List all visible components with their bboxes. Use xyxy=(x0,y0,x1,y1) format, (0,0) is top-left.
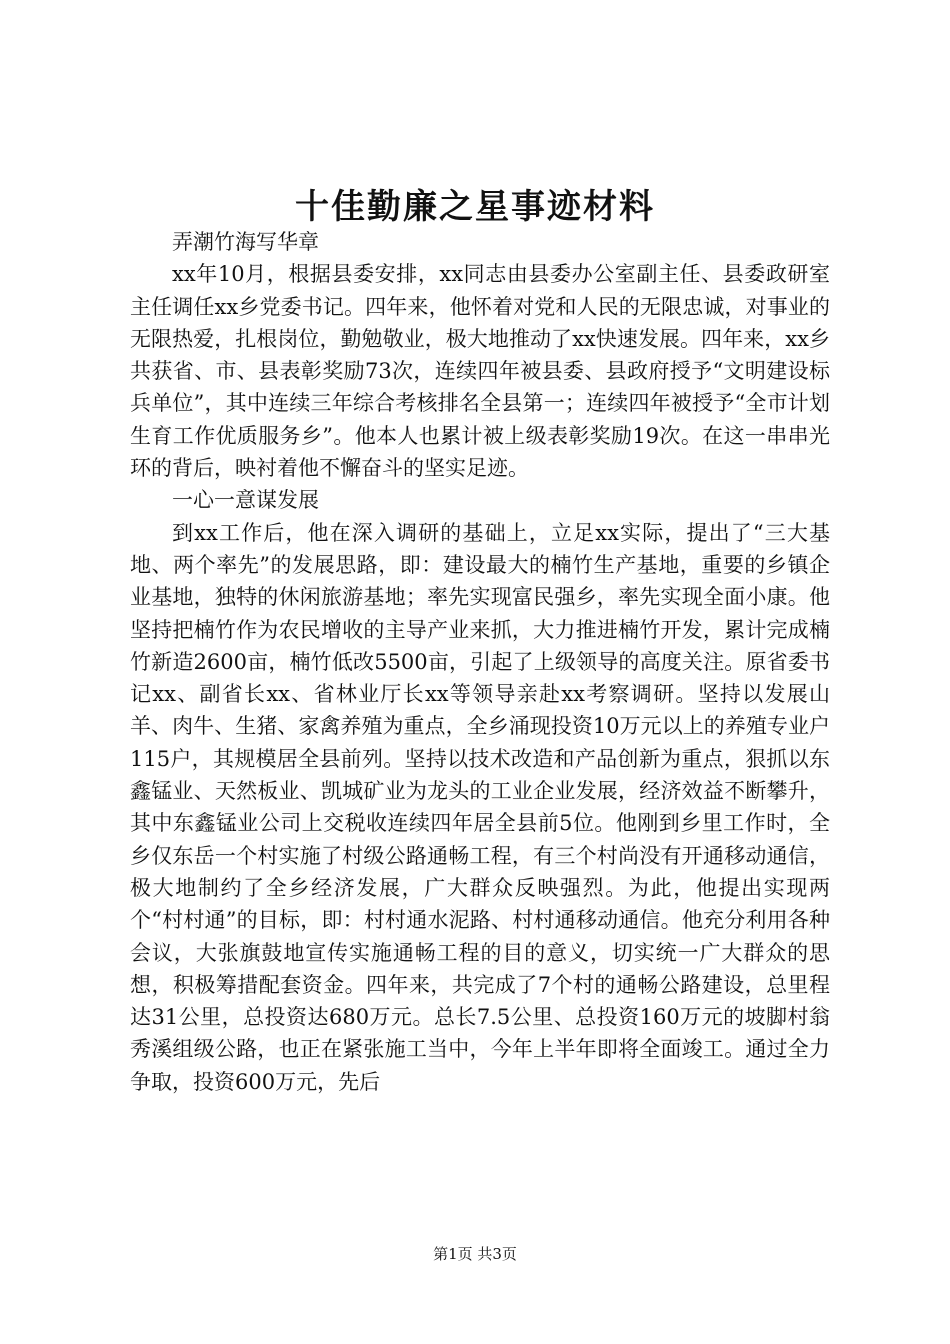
body-paragraph: 到xx工作后，他在深入调研的基础上，立足xx实际，提出了“三大基地、两个率先”的发展思路，即：建设最大的楠竹生产基地，重要的乡镇企业基地，独特的休闲旅游基地；率先实现富民强乡，率先实现全面小康。他坚持把楠竹作为农民增收的主导产业来抓，大力推进楠竹开发，累计完成楠竹新造2600亩，楠竹低改5500亩，引起了上级领导的高度关注。原省委书记xx、副省长xx、省林业厅长xx等领导亲赴xx考察调研。坚持以发展山羊、肉牛、生猪、家禽养殖为重点，全乡涌现投资10万元以上的养殖专业户115户，其规模居全县前列。坚持以技术改造和产品创新为重点，狠抓以东鑫锰业、天然板业、凯城矿业为龙头的工业企业发展，经济效益不断攀升，其中东鑫锰业公司上交税收连续四年居全县前5位。他刚到乡里工作时，全乡仅东岳一个村实施了村级公路通畅工程，有三个村尚没有开通移动通信，极大地制约了全乡经济发展，广大群众反映强烈。为此，他提出实现两个“村村通”的目标，即：村村通水泥路、村村通移动通信。他充分利用各种会议，大张旗鼓地宣传实施通畅工程的目的意义，切实统一广大群众的思想，积极筹措配套资金。四年来，共完成了7个村的通畅公路建设，总里程达31公里，总投资达680万元。总长7.5公里、总投资160万元的坡脚村翁秀溪组级公路，也正在紧张施工当中，今年上半年即将全面竣工。通过全力争取，投资600万元，先后 xyxy=(130,520,830,1094)
section-heading: 弄潮竹海写华章 xyxy=(172,230,319,254)
body-paragraph: xx年10月，根据县委安排，xx同志由县委办公室副主任、县委政研室主任调任xx乡党委书记。四年来，他怀着对党和人民的无限忠诚，对事业的无限热爱，扎根岗位，勤勉敬业，极大地推动了xx快速发展。四年来，xx乡共获省、市、县表彰奖励73次，连续四年被县委、县政府授予“文明建设标兵单位”，其中连续三年综合考核排名全县第一；连续四年被授予“全市计划生育工作优质服务乡”。他本人也累计被上级表彰奖励19次。在这一串串光环的背后，映衬着他不懈奋斗的坚实足迹。 xyxy=(130,262,830,481)
document-title: 十佳勤廉之星事迹材料 xyxy=(295,187,655,227)
section-heading: 一心一意谋发展 xyxy=(172,488,319,513)
document-body xyxy=(130,226,830,1098)
page-footer: 第1页 共3页 xyxy=(433,1245,517,1263)
